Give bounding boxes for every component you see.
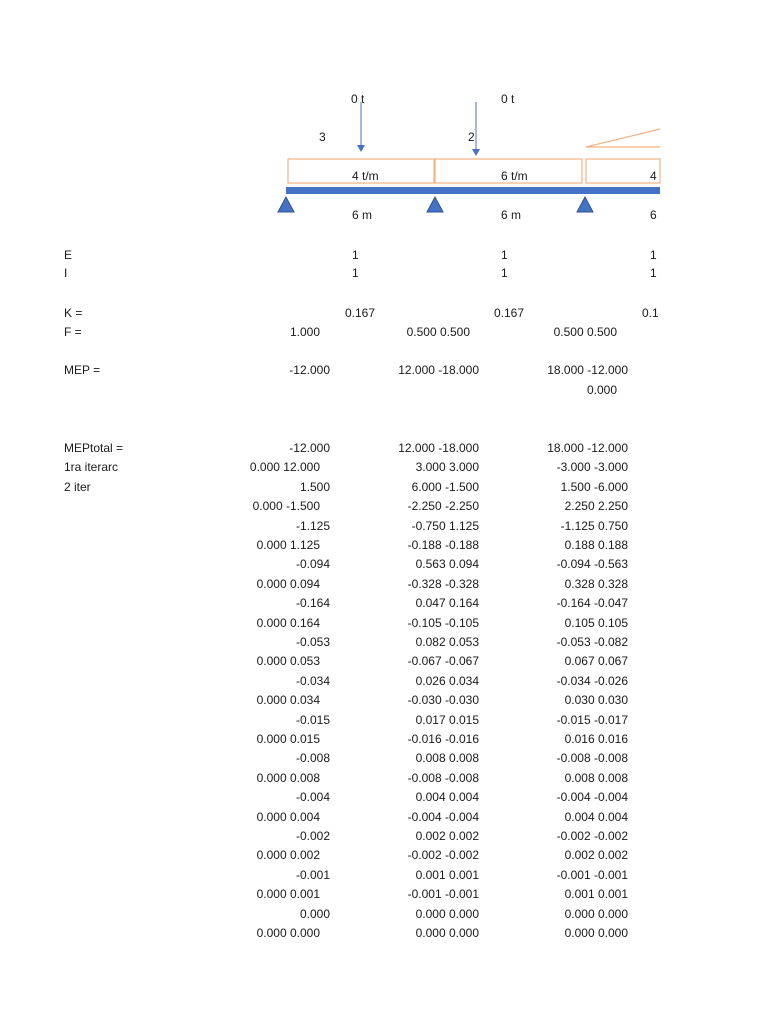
table-cell: 0.000 0.008 — [256, 771, 320, 785]
table-cell: -2.250 -2.250 — [407, 499, 479, 513]
k-value-1: 0.167 — [345, 306, 376, 320]
e-value-2: 1 — [501, 248, 508, 262]
beam-diagram — [0, 0, 768, 240]
span-length-label-1: 6 m — [352, 208, 373, 222]
support-2 — [427, 197, 443, 212]
table-cell: 0.000 12.000 — [249, 460, 320, 474]
table-cell: 0.328 0.328 — [564, 577, 628, 591]
table-cell: 0.008 0.008 — [415, 751, 479, 765]
beam — [286, 187, 660, 194]
table-cell: 0.082 0.053 — [415, 635, 479, 649]
e-value-1: 1 — [352, 248, 359, 262]
table-cell: 0.000 0.001 — [256, 887, 320, 901]
mep-extra: 0.000 — [586, 383, 617, 397]
table-cell: -0.034 — [295, 674, 330, 688]
table-cell: 0.188 0.188 — [564, 538, 628, 552]
load-position-label-2: 2 — [468, 130, 475, 144]
table-cell: 0.002 0.002 — [415, 829, 479, 843]
table-cell: -0.015 -0.017 — [556, 713, 628, 727]
table-cell: -0.328 -0.328 — [407, 577, 479, 591]
table-cell: -1.125 0.750 — [560, 519, 628, 533]
table-cell: 0.017 0.015 — [415, 713, 479, 727]
iter1-label: 1ra iterarc — [64, 460, 119, 474]
table-cell: 0.047 0.164 — [415, 596, 479, 610]
mep-value-3: 18.000 -12.000 — [547, 363, 628, 377]
table-cell: 0.000 0.000 — [256, 926, 320, 940]
mep-value-1: -12.000 — [289, 363, 330, 377]
arrow-head-2 — [472, 149, 480, 156]
arrow-head-1 — [357, 145, 365, 152]
table-cell: 12.000 -18.000 — [398, 441, 479, 455]
table-cell: -0.094 -0.563 — [556, 557, 628, 571]
table-cell: 0.016 0.016 — [564, 732, 628, 746]
meptotal-label: MEPtotal = — [64, 441, 124, 455]
table-cell: -1.125 — [295, 519, 330, 533]
table-cell: -0.008 -0.008 — [407, 771, 479, 785]
k-value-2: 0.167 — [494, 306, 525, 320]
f-value-1: 1.000 — [289, 325, 320, 339]
i-value-2: 1 — [501, 266, 508, 280]
span-load-label-1: 4 t/m — [352, 169, 379, 183]
table-cell: 2.250 2.250 — [564, 499, 628, 513]
e-label: E — [64, 248, 73, 262]
table-cell: 0.001 0.001 — [415, 868, 479, 882]
table-cell: -0.001 -0.001 — [407, 887, 479, 901]
table-cell: -0.004 -0.004 — [556, 790, 628, 804]
table-cell: 0.000 0.015 — [256, 732, 320, 746]
table-cell: 1.500 — [299, 480, 330, 494]
table-cell: 0.004 0.004 — [564, 810, 628, 824]
table-cell: -0.015 — [295, 713, 330, 727]
point-load-label-2: 0 t — [501, 92, 515, 106]
table-cell: 0.000 -1.500 — [252, 499, 320, 513]
table-cell: 0.008 0.008 — [564, 771, 628, 785]
table-cell: -0.053 — [295, 635, 330, 649]
span-load-label-2: 6 t/m — [501, 169, 528, 183]
table-cell: 0.000 0.094 — [256, 577, 320, 591]
e-value-3: 1 — [650, 248, 657, 262]
table-cell: -0.164 — [295, 596, 330, 610]
table-cell: -0.016 -0.016 — [407, 732, 479, 746]
table-cell: 0.563 0.094 — [415, 557, 479, 571]
table-cell: 0.000 0.164 — [256, 616, 320, 630]
table-cell: 3.000 3.000 — [415, 460, 479, 474]
table-cell: -0.030 -0.030 — [407, 693, 479, 707]
table-cell: 0.000 0.002 — [256, 848, 320, 862]
table-cell: -0.002 -0.002 — [556, 829, 628, 843]
f-value-3: 0.500 0.500 — [553, 325, 617, 339]
k-label: K = — [64, 306, 83, 320]
table-cell: 0.000 0.000 — [564, 926, 628, 940]
table-cell: -0.188 -0.188 — [407, 538, 479, 552]
f-label: F = — [64, 325, 82, 339]
table-cell: 0.000 0.004 — [256, 810, 320, 824]
span-length-label-2: 6 m — [501, 208, 522, 222]
iter2-label: 2 iter — [64, 480, 91, 494]
table-cell: -0.004 — [295, 790, 330, 804]
load-position-label-1: 3 — [319, 130, 326, 144]
table-cell: -0.008 — [295, 751, 330, 765]
table-cell: -0.002 — [295, 829, 330, 843]
i-label: I — [64, 266, 68, 280]
table-cell: 0.000 0.000 — [415, 907, 479, 921]
mep-value-2: 12.000 -18.000 — [398, 363, 479, 377]
table-cell: 0.000 0.000 — [564, 907, 628, 921]
i-value-1: 1 — [352, 266, 359, 280]
table-cell: 1.500 -6.000 — [560, 480, 628, 494]
span-load-box-3 — [586, 159, 660, 183]
triangular-load-line — [586, 129, 660, 147]
table-cell: 0.000 1.125 — [256, 538, 320, 552]
table-cell: -12.000 — [289, 441, 330, 455]
support-1 — [278, 197, 294, 212]
table-cell: -0.094 — [295, 557, 330, 571]
table-cell: 0.000 0.053 — [256, 654, 320, 668]
table-cell: 0.000 0.034 — [256, 693, 320, 707]
table-cell: -0.004 -0.004 — [407, 810, 479, 824]
f-value-2: 0.500 0.500 — [406, 325, 470, 339]
support-3 — [577, 197, 593, 212]
table-cell: 0.002 0.002 — [564, 848, 628, 862]
table-cell: -0.164 -0.047 — [556, 596, 628, 610]
table-cell: 18.000 -12.000 — [547, 441, 628, 455]
table-cell: -0.750 1.125 — [411, 519, 479, 533]
point-load-label-1: 0 t — [351, 92, 365, 106]
table-cell: 6.000 -1.500 — [411, 480, 479, 494]
table-cell: 0.067 0.067 — [564, 654, 628, 668]
table-cell: 0.026 0.034 — [415, 674, 479, 688]
table-cell: 0.004 0.004 — [415, 790, 479, 804]
table-cell: -0.001 -0.001 — [556, 868, 628, 882]
i-value-3: 1 — [650, 266, 657, 280]
table-cell: 0.000 0.000 — [415, 926, 479, 940]
table-cell: -0.008 -0.008 — [556, 751, 628, 765]
table-cell: 0.000 — [299, 907, 330, 921]
span-load-label-3: 4 — [650, 169, 657, 183]
table-cell: -0.034 -0.026 — [556, 674, 628, 688]
table-cell: -3.000 -3.000 — [556, 460, 628, 474]
table-cell: -0.067 -0.067 — [407, 654, 479, 668]
table-cell: 0.001 0.001 — [564, 887, 628, 901]
table-cell: -0.001 — [295, 868, 330, 882]
table-cell: 0.105 0.105 — [564, 616, 628, 630]
table-cell: -0.002 -0.002 — [407, 848, 479, 862]
table-cell: -0.053 -0.082 — [556, 635, 628, 649]
k-value-3: 0.1 — [642, 306, 659, 320]
mep-label: MEP = — [64, 363, 101, 377]
span-length-label-3: 6 — [650, 208, 657, 222]
table-cell: -0.105 -0.105 — [407, 616, 479, 630]
table-cell: 0.030 0.030 — [564, 693, 628, 707]
